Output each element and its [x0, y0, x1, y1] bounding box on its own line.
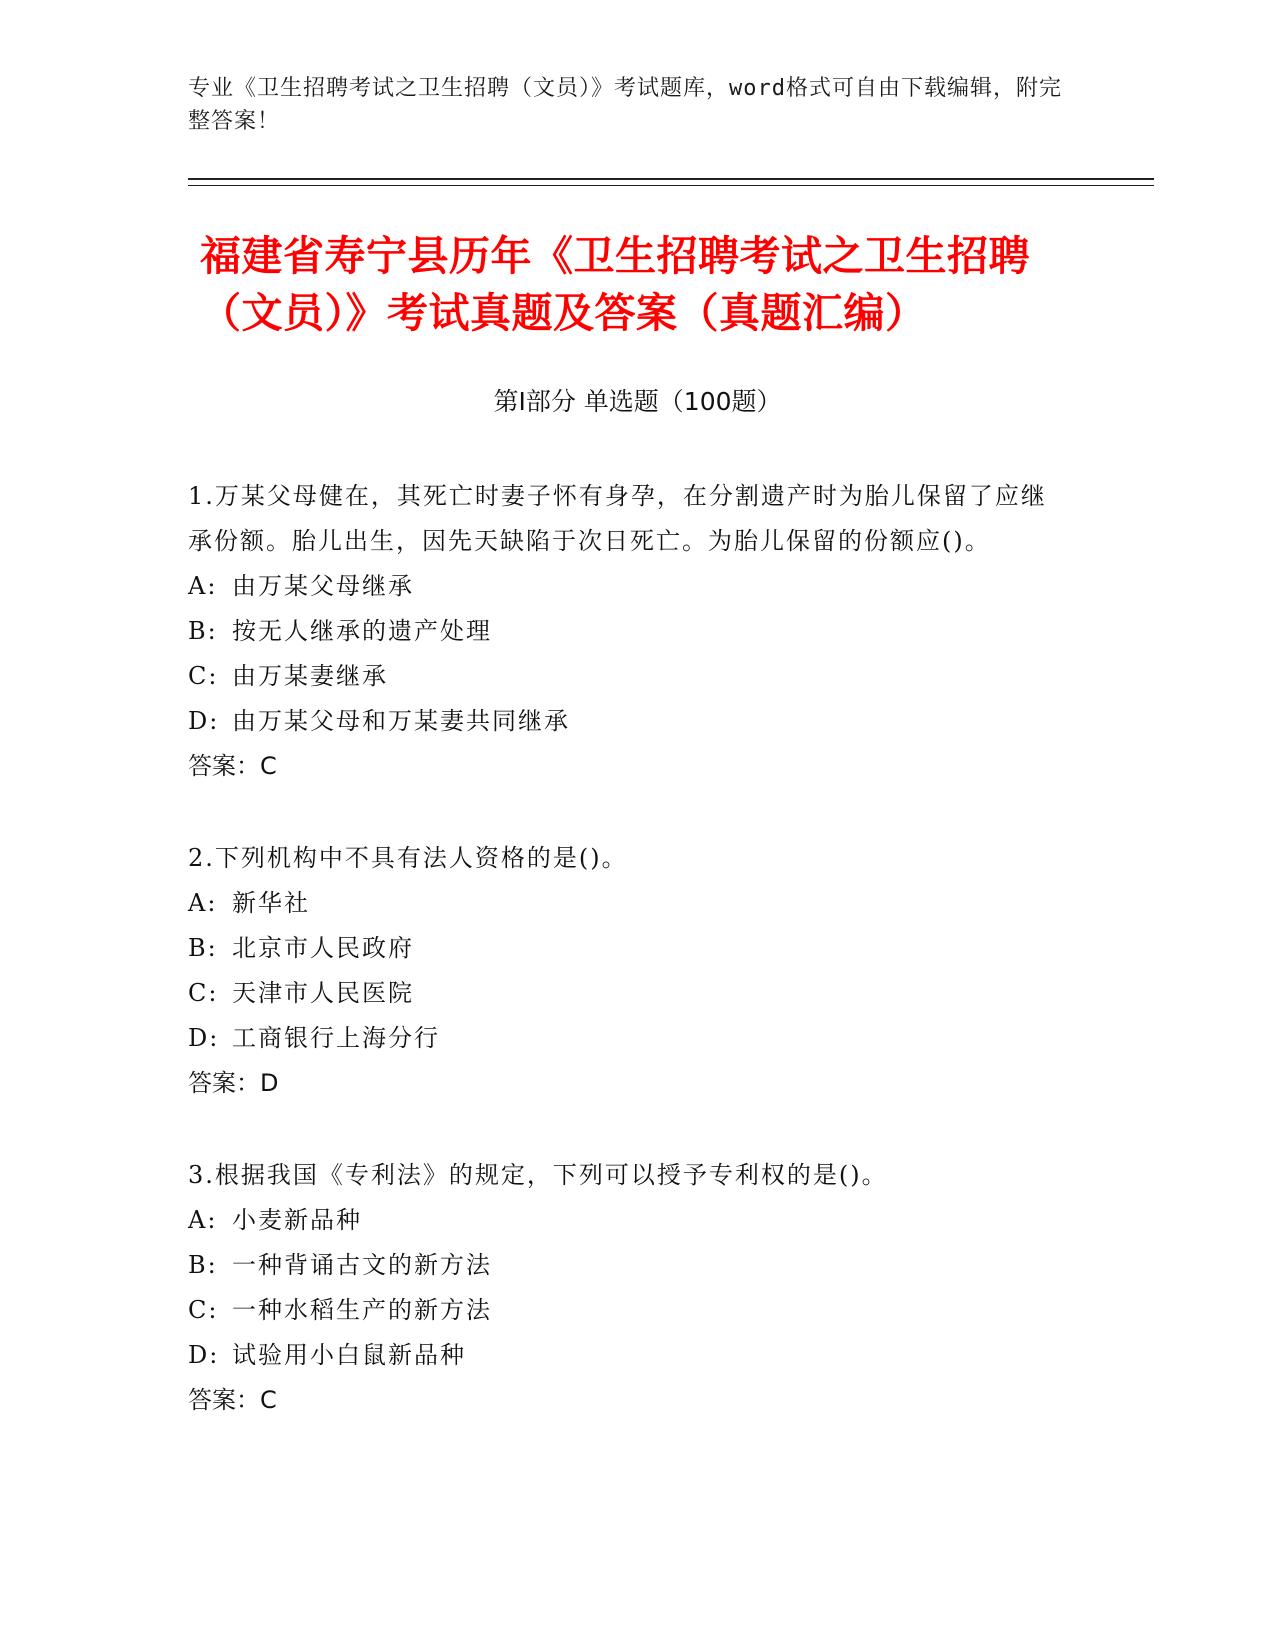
option-text: 工商银行上海分行 — [232, 1024, 440, 1052]
header-divider-thin — [188, 185, 1154, 186]
section-heading: 第I部分 单选题（100题） — [493, 387, 782, 416]
option-letter: C: — [188, 662, 219, 690]
question-1 — [188, 474, 1068, 789]
header-divider-thick — [188, 178, 1154, 180]
option-letter: A: — [188, 1206, 218, 1234]
option-d — [188, 699, 1068, 744]
option-a — [188, 564, 1068, 609]
question-3 — [188, 1153, 1068, 1423]
option-letter: B: — [188, 934, 218, 962]
question-stem: 2.下列机构中不具有法人资格的是()。 — [188, 844, 628, 872]
question-list — [188, 474, 1068, 1470]
header-note: 专业《卫生招聘考试之卫生招聘（文员）》考试题库，word格式可自由下载编辑，附完整答案！ — [188, 76, 1062, 134]
option-b — [188, 1243, 1068, 1288]
option-text: 试验用小白鼠新品种 — [232, 1341, 466, 1369]
option-text: 一种水稻生产的新方法 — [232, 1296, 492, 1324]
option-letter: D: — [188, 1024, 220, 1052]
option-text: 按无人继承的遗产处理 — [232, 617, 492, 645]
question-stem: 3.根据我国《专利法》的规定，下列可以授予专利权的是()。 — [188, 1161, 888, 1189]
option-text: 由万某妻继承 — [232, 662, 388, 690]
option-d — [188, 1333, 1068, 1378]
option-text: 北京市人民政府 — [232, 934, 414, 962]
option-text: 由万某父母和万某妻共同继承 — [232, 707, 570, 735]
document-title: 福建省寿宁县历年《卫生招聘考试之卫生招聘（文员）》考试真题及答案（真题汇编） — [200, 232, 1030, 337]
option-a — [188, 881, 1068, 926]
option-letter: C: — [188, 979, 219, 1007]
option-text: 一种背诵古文的新方法 — [232, 1251, 492, 1279]
option-text: 天津市人民医院 — [232, 979, 414, 1007]
option-letter: A: — [188, 889, 218, 917]
option-letter: D: — [188, 707, 220, 735]
option-text: 由万某父母继承 — [232, 572, 414, 600]
question-2 — [188, 836, 1068, 1106]
answer-label: 答案：C — [188, 752, 277, 780]
option-a — [188, 1198, 1068, 1243]
option-c — [188, 971, 1068, 1016]
option-letter: C: — [188, 1296, 219, 1324]
answer-label: 答案：D — [188, 1069, 279, 1097]
option-text: 小麦新品种 — [232, 1206, 362, 1234]
question-stem: 1.万某父母健在，其死亡时妻子怀有身孕，在分割遗产时为胎儿保留了应继承份额。胎儿出生，因先天缺陷于次日死亡。为胎儿保留的份额应()。 — [188, 482, 1047, 555]
option-d — [188, 1016, 1068, 1061]
option-text: 新华社 — [232, 889, 310, 917]
option-letter: D: — [188, 1341, 220, 1369]
option-letter: A: — [188, 572, 218, 600]
option-letter: B: — [188, 617, 218, 645]
option-c — [188, 654, 1068, 699]
option-b — [188, 926, 1068, 971]
answer-label: 答案：C — [188, 1386, 277, 1414]
option-b — [188, 609, 1068, 654]
option-c — [188, 1288, 1068, 1333]
option-letter: B: — [188, 1251, 218, 1279]
